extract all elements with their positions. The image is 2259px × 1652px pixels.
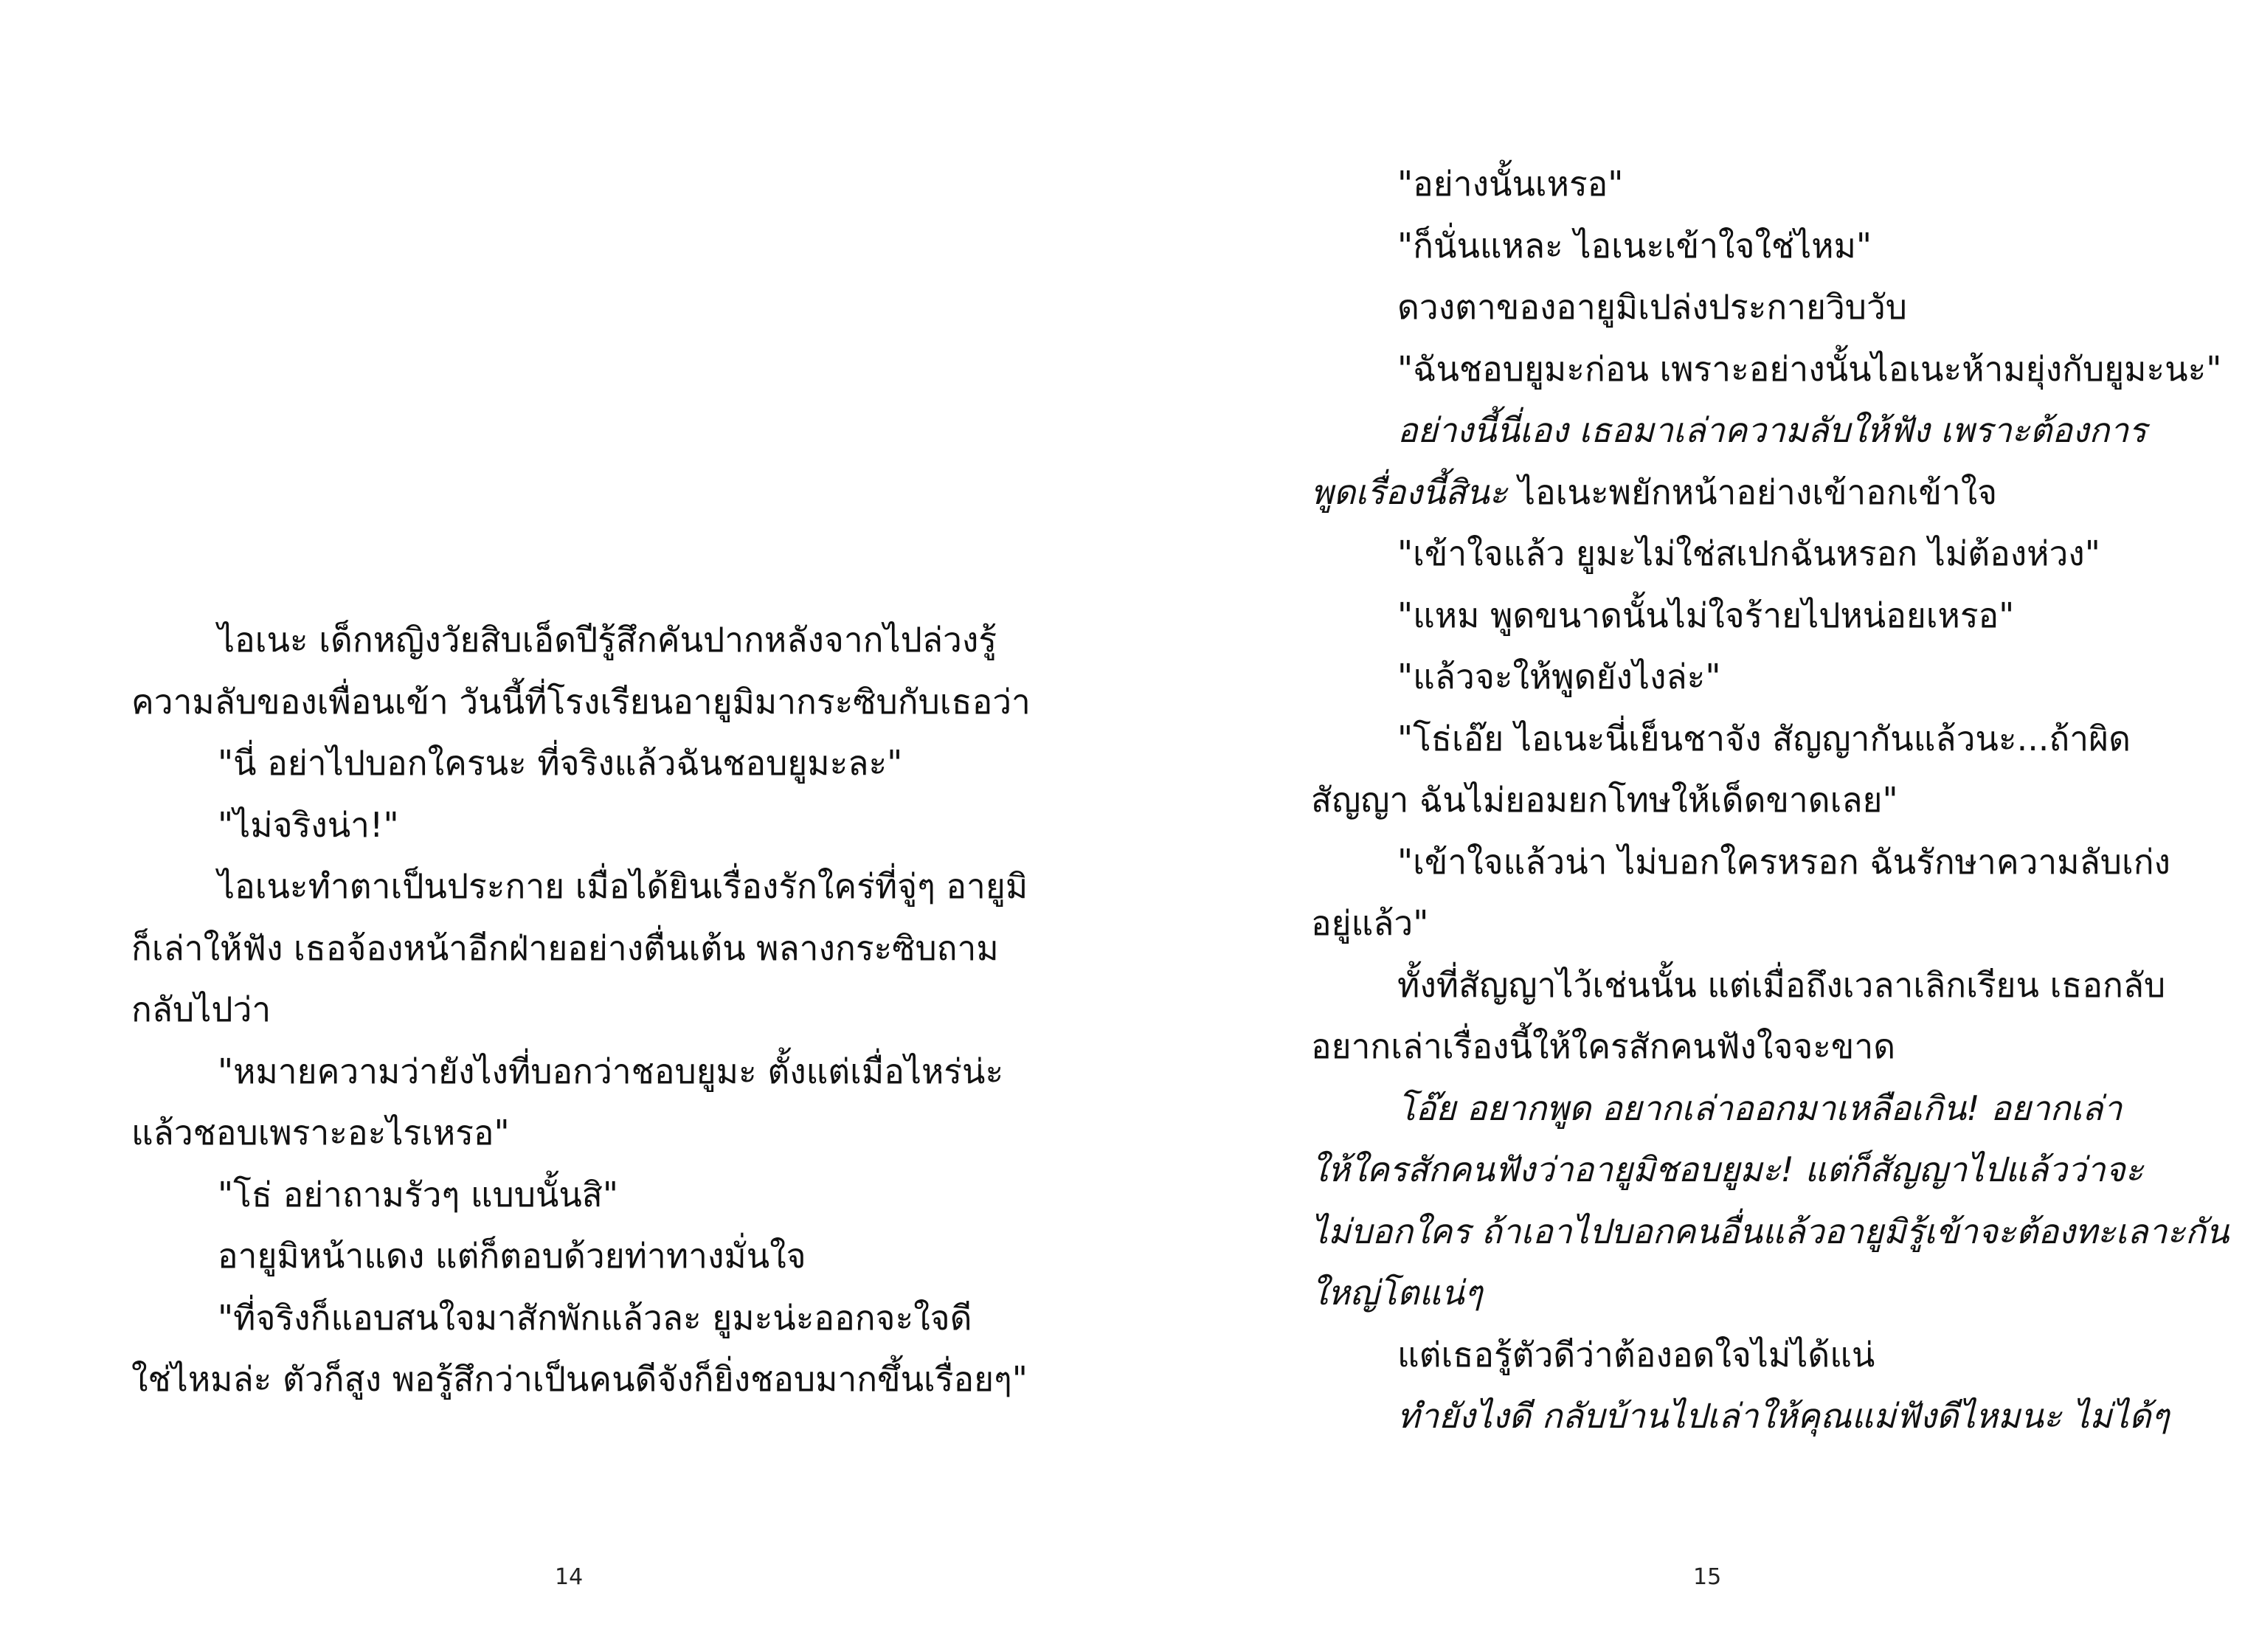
paragraph-line: ความลับของเพื่อนเข้า วันนี้ที่โรงเรียนอายูมิมากระซิบกับเธอว่า — [131, 681, 1031, 722]
thought-fragment: พูดเรื่องนี้สินะ — [1311, 471, 1508, 512]
paragraph-line: อายูมิหน้าแดง แต่ก็ตอบด้วยท่าทางมั่นใจ — [218, 1236, 806, 1276]
paragraph-line: แต่เธอรู้ตัวดีว่าต้องอดใจไม่ได้แน่ — [1397, 1334, 1875, 1375]
dialogue-line: "เข้าใจแล้ว ยูมะไม่ใช่สเปกฉันหรอก ไม่ต้องห่วง" — [1397, 533, 2100, 573]
dialogue-line: "ก็นั่นแหละ ไอเนะเข้าใจใช่ไหม" — [1397, 225, 1872, 266]
mixed-line — [1311, 462, 2159, 524]
dialogue-line: "ฉันชอบยูมะก่อน เพราะอย่างนั้นไอเนะห้ามยุ่งกับยูมะนะ" — [1397, 348, 2222, 389]
dialogue-line: "นี่ อย่าไปบอกใครนะ ที่จริงแล้วฉันชอบยูมะละ" — [218, 743, 903, 783]
dialogue-line: "อย่างนั้นเหรอ" — [1397, 164, 1624, 204]
right-page — [1130, 0, 2259, 1652]
thought-line: ไม่บอกใคร ถ้าเอาไปบอกคนอื่นแล้วอายูมิรู้เข้าจะต้องทะเลาะกัน — [1311, 1211, 2229, 1251]
paragraph-line: ดวงตาของอายูมิเปล่งประกายวิบวับ — [1397, 287, 1908, 327]
paragraph-line: ไอเนะทำตาเป็นประกาย เมื่อได้ยินเรื่องรักใคร่ที่จู่ๆ อายูมิ — [218, 866, 1028, 906]
dialogue-line: สัญญา ฉันไม่ยอมยกโทษให้เด็ดขาดเลย" — [1311, 780, 1898, 820]
narration-fragment: ไอเนะพยักหน้าอย่างเข้าอกเข้าใจ — [1518, 471, 1998, 512]
dialogue-line: แล้วชอบเพราะอะไรเหรอ" — [131, 1113, 510, 1152]
dialogue-line: ใช่ไหมล่ะ ตัวก็สูง พอรู้สึกว่าเป็นคนดีจังก็ยิ่งชอบมากขึ้นเรื่อยๆ" — [131, 1359, 1028, 1399]
paragraph-line: ไอเนะ เด็กหญิงวัยสิบเอ็ดปีรู้สึกคันปากหลังจากไปล่วงรู้ — [218, 620, 997, 660]
dialogue-line: "แล้วจะให้พูดยังไงล่ะ" — [1397, 657, 1721, 697]
paragraph-line: ก็เล่าให้ฟัง เธอจ้องหน้าอีกฝ่ายอย่างตื่นเต้น พลางกระซิบถาม — [131, 927, 999, 968]
paragraph-line: กลับไปว่า — [131, 989, 271, 1029]
thought-line: โอ๊ย อยากพูด อยากเล่าออกมาเหลือเกิน! อยากเล่า — [1397, 1088, 2123, 1128]
dialogue-line: "โธ่ อย่าถามรัวๆ แบบนั้นสิ" — [218, 1174, 619, 1214]
dialogue-line: "ไม่จริงน่า!" — [218, 804, 399, 845]
dialogue-line: "หมายความว่ายังไงที่บอกว่าชอบยูมะ ตั้งแต่เมื่อไหร่น่ะ — [218, 1051, 1004, 1091]
dialogue-line: "แหม พูดขนาดนั้นไม่ใจร้ายไปหน่อยเหรอ" — [1397, 595, 2015, 635]
right-page-text — [1311, 153, 2229, 1448]
dialogue-line: "โธ่เอ๊ย ไอเนะนี่เย็นชาจัง สัญญากันแล้วนะ...ถ้าผิด — [1397, 718, 2131, 758]
thought-line: ใหญ่โตแน่ๆ — [1311, 1273, 1483, 1313]
dialogue-line: อยู่แล้ว" — [1311, 903, 1429, 943]
paragraph-line: ทั้งที่สัญญาไว้เช่นนั้น แต่เมื่อถึงเวลาเลิกเรียน เธอกลับ — [1397, 964, 2166, 1005]
page-number: 15 — [1693, 1564, 1722, 1590]
paragraph-line: อยากเล่าเรื่องนี้ให้ใครสักคนฟังใจจะขาด — [1311, 1026, 1896, 1066]
thought-line: ให้ใครสักคนฟังว่าอายูมิชอบยูมะ! แต่ก็สัญญาไปแล้วว่าจะ — [1311, 1150, 2144, 1189]
page-number: 14 — [555, 1564, 584, 1590]
left-page-text — [131, 609, 1031, 1411]
thought-line: ทำยังไงดี กลับบ้านไปเล่าให้คุณแม่ฟังดีไหมนะ ไม่ได้ๆ — [1397, 1396, 2170, 1436]
thought-line: อย่างนี้นี่เอง เธอมาเล่าความลับให้ฟัง เพราะต้องการ — [1397, 410, 2147, 450]
dialogue-line: "เข้าใจแล้วน่า ไม่บอกใครหรอก ฉันรักษาความลับเก่ง — [1397, 841, 2171, 882]
dialogue-line: "ที่จริงก็แอบสนใจมาสักพักแล้วละ ยูมะน่ะออกจะใจดี — [218, 1297, 972, 1338]
